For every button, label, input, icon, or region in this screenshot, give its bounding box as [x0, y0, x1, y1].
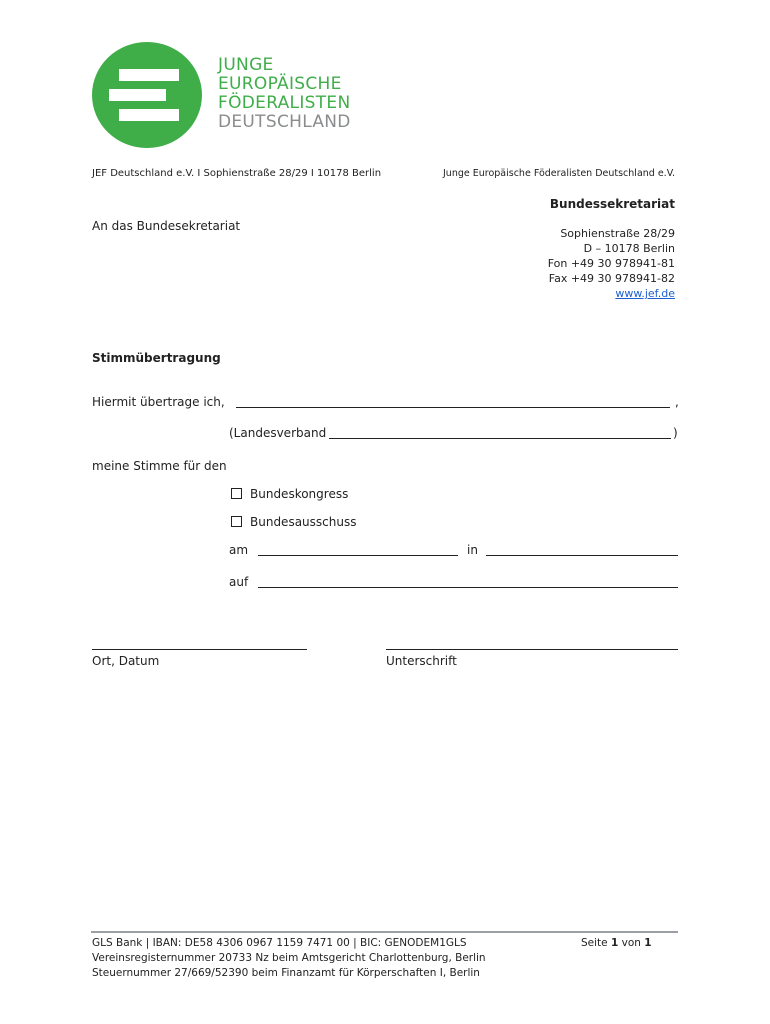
auf-field[interactable]	[258, 587, 678, 588]
name-field[interactable]	[236, 407, 670, 408]
auf-label: auf	[229, 575, 249, 589]
location-field[interactable]	[486, 555, 678, 556]
org-name: Junge Europäische Föderalisten Deutschland e.V.	[443, 168, 675, 179]
signature-label: Unterschrift	[386, 654, 457, 668]
footer-tax: Steuernummer 27/669/52390 beim Finanzamt für Körperschaften I, Berlin	[92, 967, 480, 979]
jef-logo-mark	[92, 42, 202, 148]
option-bundesausschuss: Bundesausschuss	[250, 515, 357, 529]
page-current: 1	[610, 937, 619, 949]
checkbox-bundesausschuss[interactable]	[231, 516, 242, 527]
footer-divider	[91, 931, 678, 933]
comma: ,	[675, 395, 679, 409]
signature-field[interactable]	[386, 649, 678, 650]
place-date-label: Ort, Datum	[92, 654, 160, 668]
footer-bank: GLS Bank | IBAN: DE58 4306 0967 1159 7471 00 | BIC: GENODEM1GLS	[92, 937, 467, 949]
in-label: in	[467, 543, 478, 557]
am-label: am	[229, 543, 249, 557]
logo-text-line1: JUNGE	[218, 55, 274, 75]
option-bundeskongress: Bundeskongress	[250, 487, 349, 501]
date-field[interactable]	[258, 555, 458, 556]
page-mid: von	[618, 937, 645, 949]
office-city: D – 10178 Berlin	[583, 242, 675, 255]
landesverband-label: (Landesverband	[229, 426, 327, 440]
vote-label: meine Stimme für den	[92, 459, 227, 473]
place-date-field[interactable]	[92, 649, 307, 650]
website-link[interactable]: www.jef.de	[615, 287, 675, 300]
logo-bar-bottom	[119, 109, 179, 121]
logo-bar-middle	[109, 89, 166, 101]
footer-register: Vereinsregisternummer 20733 Nz beim Amtsgericht Charlottenburg, Berlin	[92, 952, 486, 964]
sender-line: JEF Deutschland e.V. I Sophienstraße 28/29 I 10178 Berlin	[92, 168, 382, 179]
recipient: An das Bundesekretariat	[92, 219, 241, 233]
checkbox-bundeskongress[interactable]	[231, 488, 242, 499]
form-heading: Stimmübertragung	[92, 351, 221, 365]
page-number	[581, 937, 652, 949]
office-fax: Fax +49 30 978941-82	[548, 272, 675, 285]
logo-text-line4: DEUTSCHLAND	[218, 112, 351, 132]
office-phone: Fon +49 30 978941-81	[547, 257, 675, 270]
close-paren: )	[673, 426, 678, 440]
logo-text-line2: EUROPÄISCHE	[218, 74, 342, 94]
office-title: Bundessekretariat	[549, 197, 675, 211]
landesverband-field[interactable]	[329, 438, 671, 439]
page-total: 1	[644, 937, 652, 949]
transfer-label: Hiermit übertrage ich,	[92, 395, 225, 409]
logo-text-line3: FÖDERALISTEN	[218, 93, 351, 113]
page-prefix: Seite	[581, 937, 611, 949]
logo-bar-top	[119, 69, 179, 81]
office-street: Sophienstraße 28/29	[560, 227, 675, 240]
